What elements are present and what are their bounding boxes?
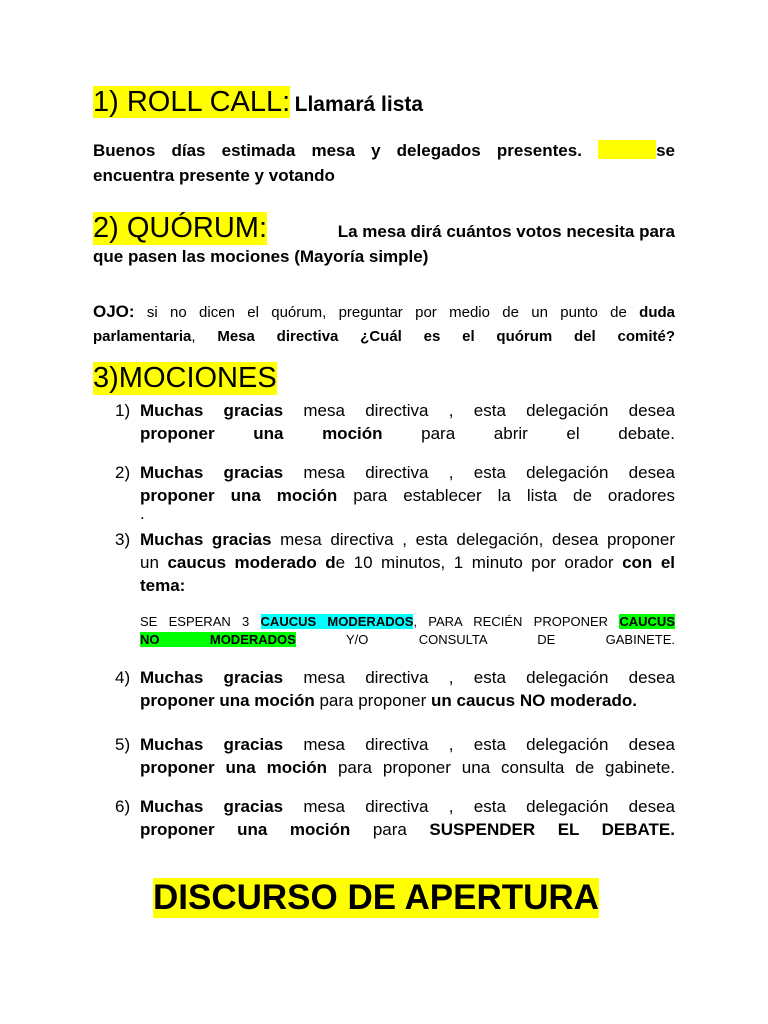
roll-call-subtitle: Llamará lista bbox=[294, 93, 424, 116]
blank-field bbox=[598, 140, 656, 159]
list-item: 6) Muchas gracias mesa directiva , esta delegación desea proponer una moción para SUSPENDER EL DEBATE. bbox=[115, 797, 675, 839]
list-item: 3) Muchas gracias mesa directiva , esta delegación, desea proponer un caucus moderado de 10 minutos, 1 minuto por orador con el tema: bbox=[115, 530, 675, 595]
roll-call-paragraph: Buenos días estimada mesa y delegados presentes. se encuentra presente y votando bbox=[93, 141, 675, 185]
discurso-apertura-title: DISCURSO DE APERTURA bbox=[153, 878, 599, 917]
roll-call-title: 1) ROLL CALL: bbox=[93, 86, 291, 118]
quorum-title: 2) QUÓRUM: bbox=[93, 212, 267, 244]
mociones-title: 3)MOCIONES bbox=[93, 362, 277, 394]
caucus-note: SE ESPERAN 3 CAUCUS MODERADOS, PARA RECIÉN PROPONER CAUCUS NO MODERADOS Y/O CONSULTA DE GABINETE. bbox=[140, 614, 675, 647]
list-item: 1) Muchas gracias mesa directiva , esta delegación desea proponer una moción para abrir el debate. bbox=[115, 401, 675, 443]
section-roll-call-heading bbox=[93, 86, 423, 119]
list-item: 4) Muchas gracias mesa directiva , esta delegación desea proponer una moción para proponer un caucus NO moderado. bbox=[115, 668, 675, 710]
section-quorum bbox=[93, 212, 675, 269]
quorum-text-1: La mesa dirá cuántos votos necesita para bbox=[337, 222, 675, 241]
list-item: 2) Muchas gracias mesa directiva , esta delegación desea proponer una moción para establecer la lista de oradores . bbox=[115, 463, 676, 523]
ojo-paragraph: OJO: si no dicen el quórum, preguntar por medio de un punto de duda parlamentaria, Mesa directiva ¿Cuál es el quórum del comité? bbox=[93, 302, 675, 345]
quorum-text-2: que pasen las mociones (Mayoría simple) bbox=[93, 247, 429, 266]
list-item: 5) Muchas gracias mesa directiva , esta delegación desea proponer una moción para proponer una consulta de gabinete. bbox=[115, 735, 675, 777]
ojo-label: OJO: bbox=[93, 302, 135, 321]
